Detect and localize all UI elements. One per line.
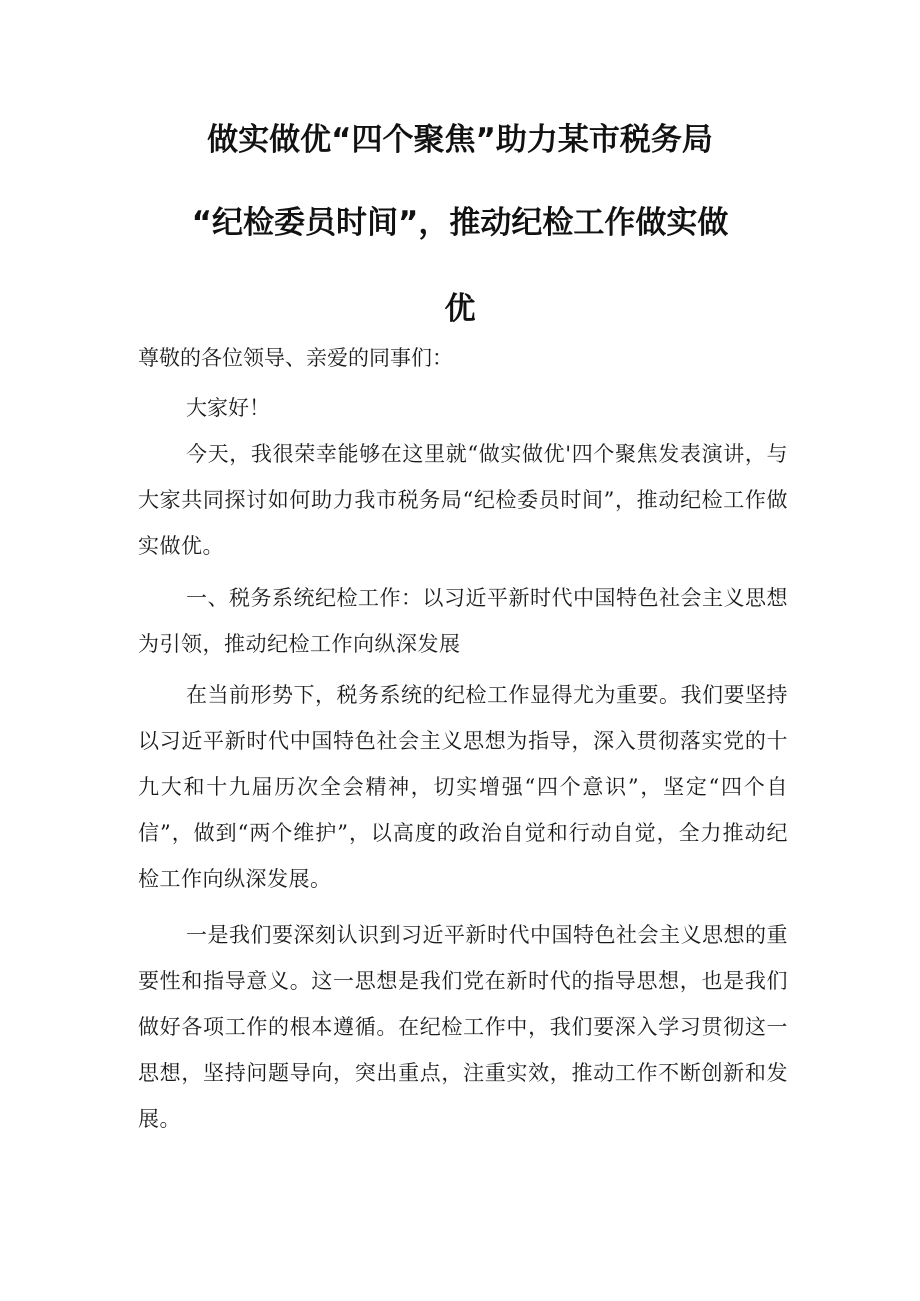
document-title-line-1: 做实做优“四个聚焦”助力某市税务局: [207, 122, 713, 158]
document-title-line-3: 优: [444, 291, 476, 327]
section-heading-1: 一、税务系统纪检工作：以习近平新时代中国特色社会主义思想为引领，推动纪检工作向纵深发展: [138, 586, 788, 656]
paragraph-intro: 今天，我很荣幸能够在这里就“做实做优'四个聚焦发表演讲，与大家共同探讨如何助力我市税务局“纪检委员时间”，推动纪检工作做实做优。: [138, 442, 788, 558]
document-title-line-2: “纪检委员时间”，推动纪检工作做实做: [191, 205, 729, 241]
paragraph-context: 在当前形势下，税务系统的纪检工作显得尤为重要。我们要坚持以习近平新时代中国特色社会主义思想为指导，深入贯彻落实党的十九大和十九届历次全会精神，切实增强“四个意识”，坚定“四个自信”，做到“两个维护”，以高度的政治自觉和行动自觉，全力推动纪检工作向纵深发展。: [138, 683, 788, 891]
paragraph-point-1: 一是我们要深刻认识到习近平新时代中国特色社会主义思想的重要性和指导意义。这一思想是我们党在新时代的指导思想，也是我们做好各项工作的根本遵循。在纪检工作中，我们要深入学习贯彻这一思想，坚持问题导向，突出重点，注重实效，推动工作不断创新和发展。: [138, 923, 788, 1131]
salutation: 尊敬的各位领导、亲爱的同事们：: [138, 346, 453, 370]
greeting: 大家好！: [186, 396, 270, 420]
